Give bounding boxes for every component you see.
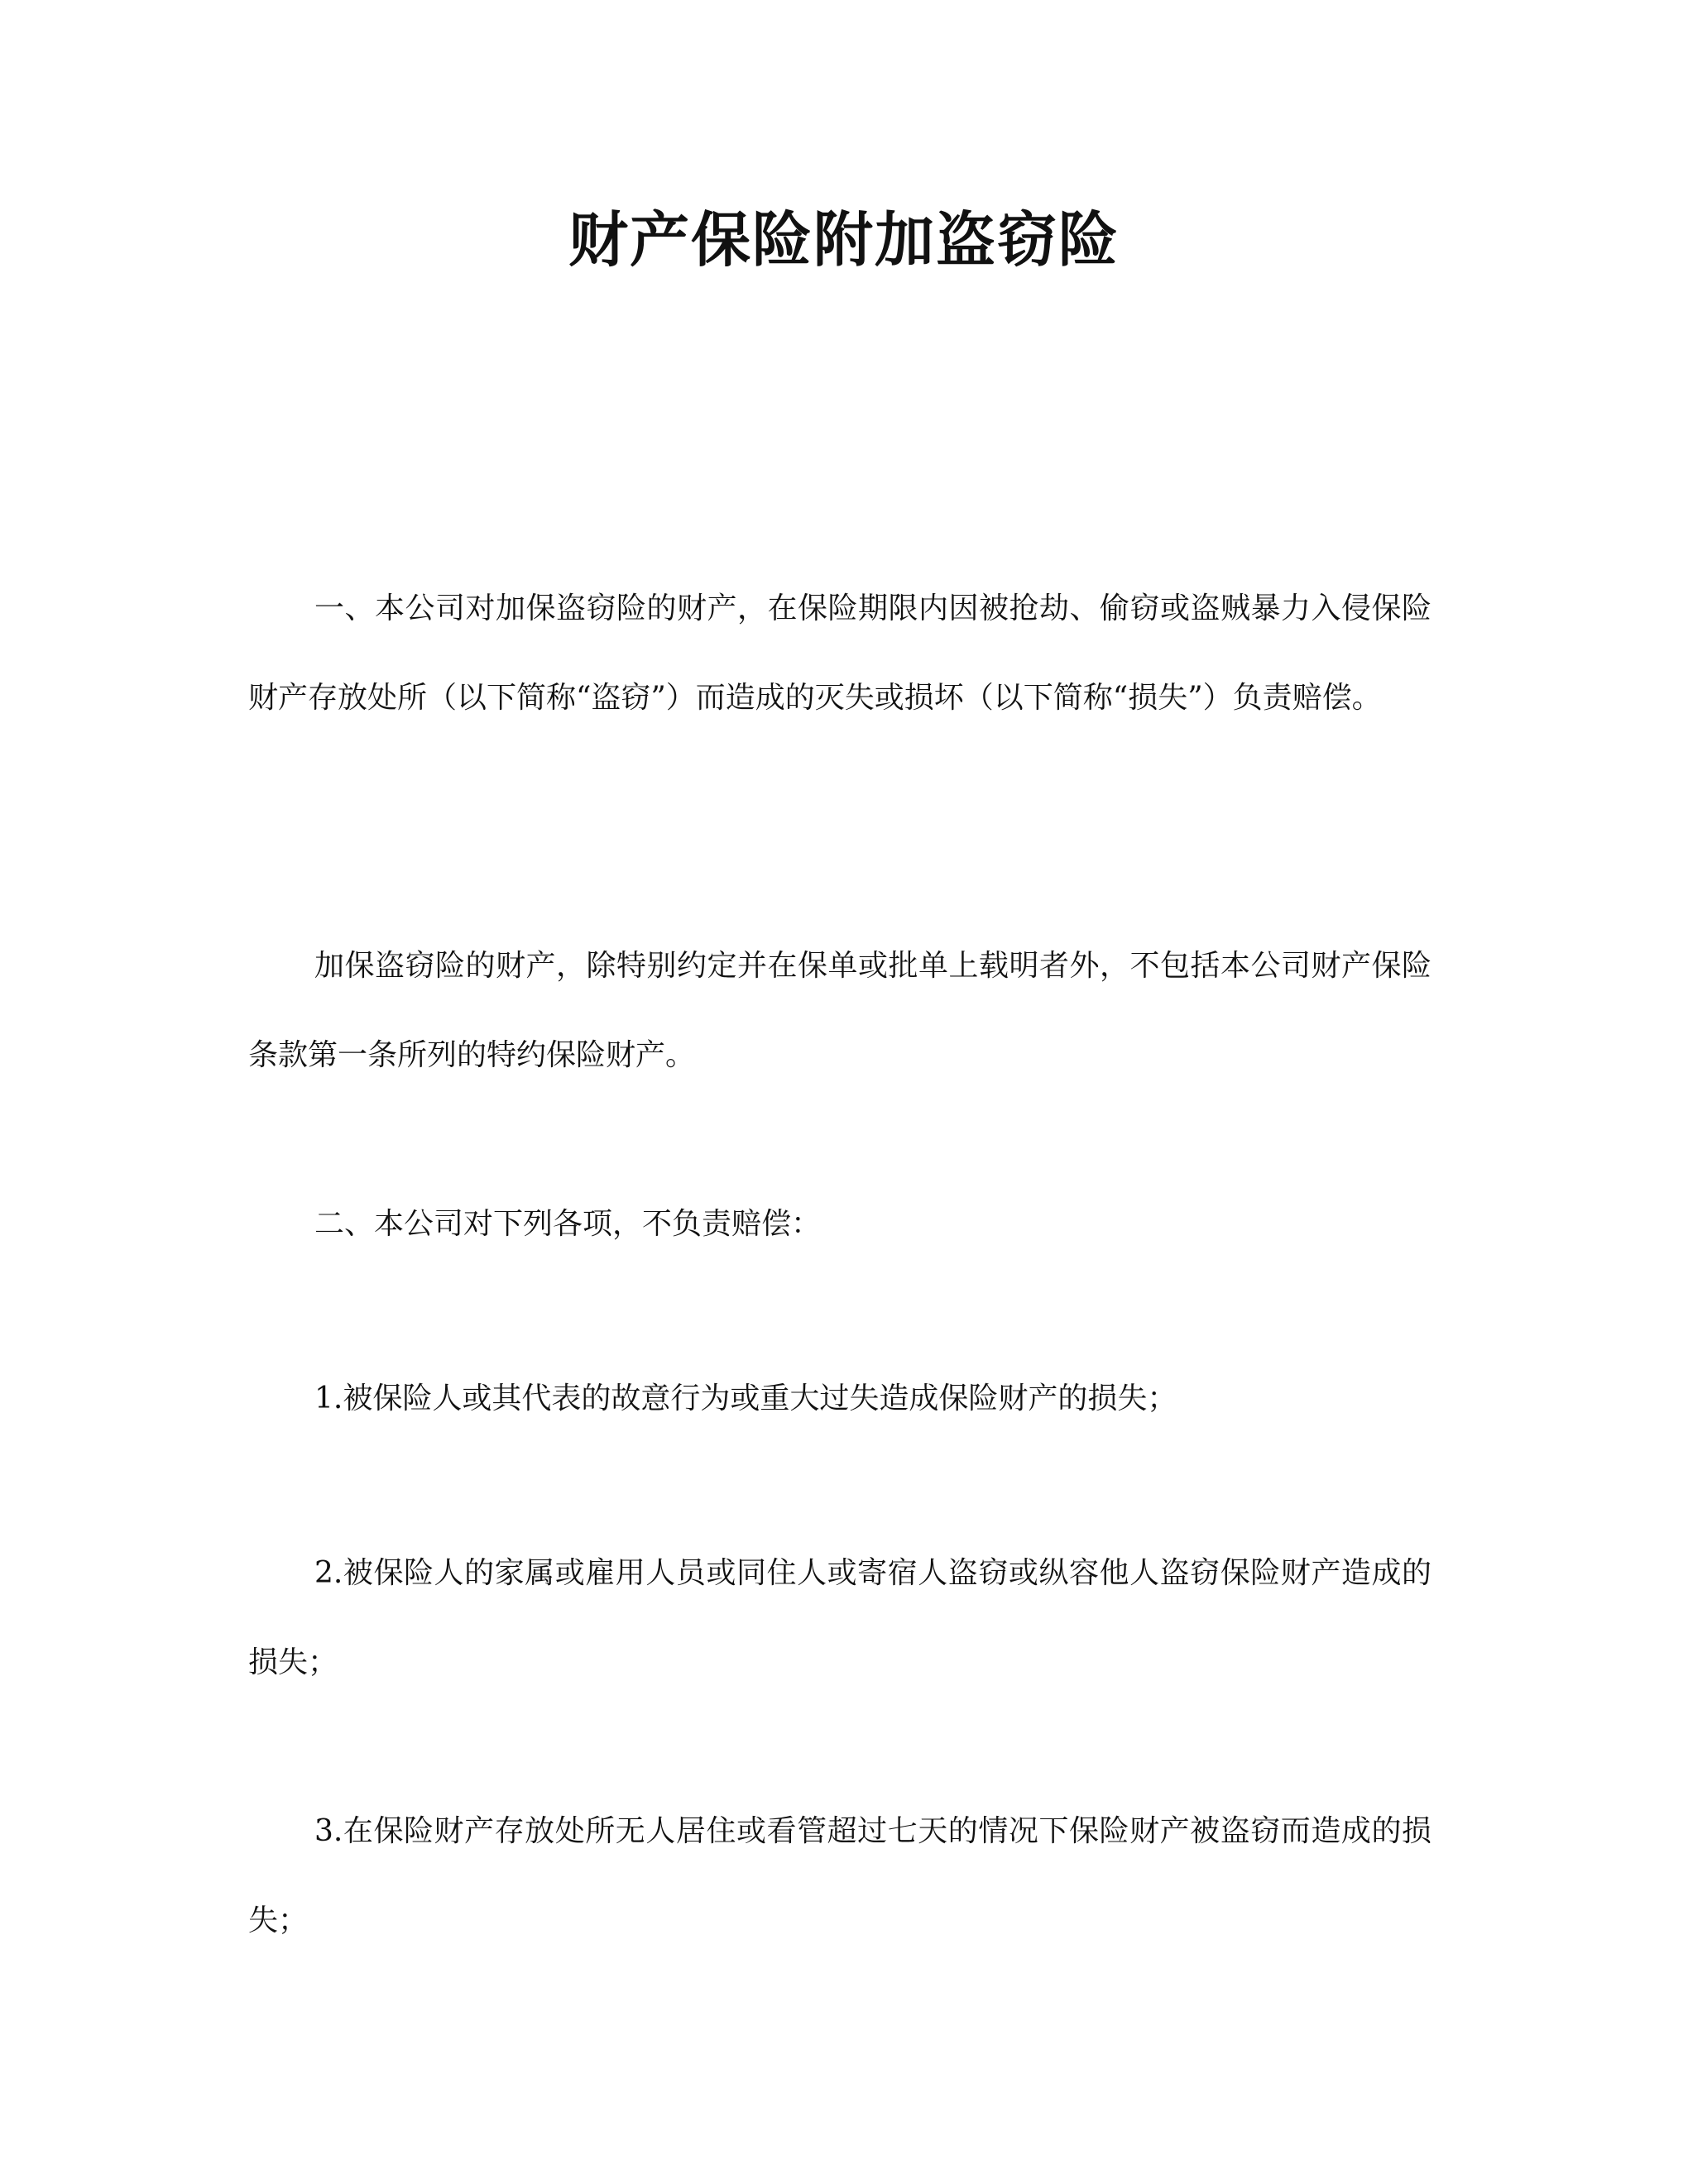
paragraph-2: 加保盗窃险的财产，除特别约定并在保单或批单上载明者外，不包括本公司财产保险条款第一条所列的特约保险财产。: [248, 949, 1431, 1072]
paragraph-3: 二、本公司对下列各项，不负责赔偿：: [314, 1207, 822, 1241]
paragraph-6: 3.在保险财产存放处所无人居住或看管超过七天的情况下保险财产被盗窃而造成的损失；: [248, 1814, 1431, 1937]
paragraph-5: 2.被保险人的家属或雇用人员或同住人或寄宿人盗窃或纵容他人盗窃保险财产造成的损失；: [248, 1556, 1431, 1679]
paragraph-4: 1.被保险人或其代表的故意行为或重大过失造成保险财产的损失；: [314, 1382, 1177, 1415]
paragraph-1: 一、本公司对加保盗窃险的财产，在保险期限内因被抢劫、偷窃或盗贼暴力入侵保险财产存放处所（以下简称“盗窃”）而造成的灭失或损坏（以下简称“损失”）负责赔偿。: [248, 592, 1431, 715]
document-title: 财产保险附加盗窃险: [568, 205, 1120, 275]
